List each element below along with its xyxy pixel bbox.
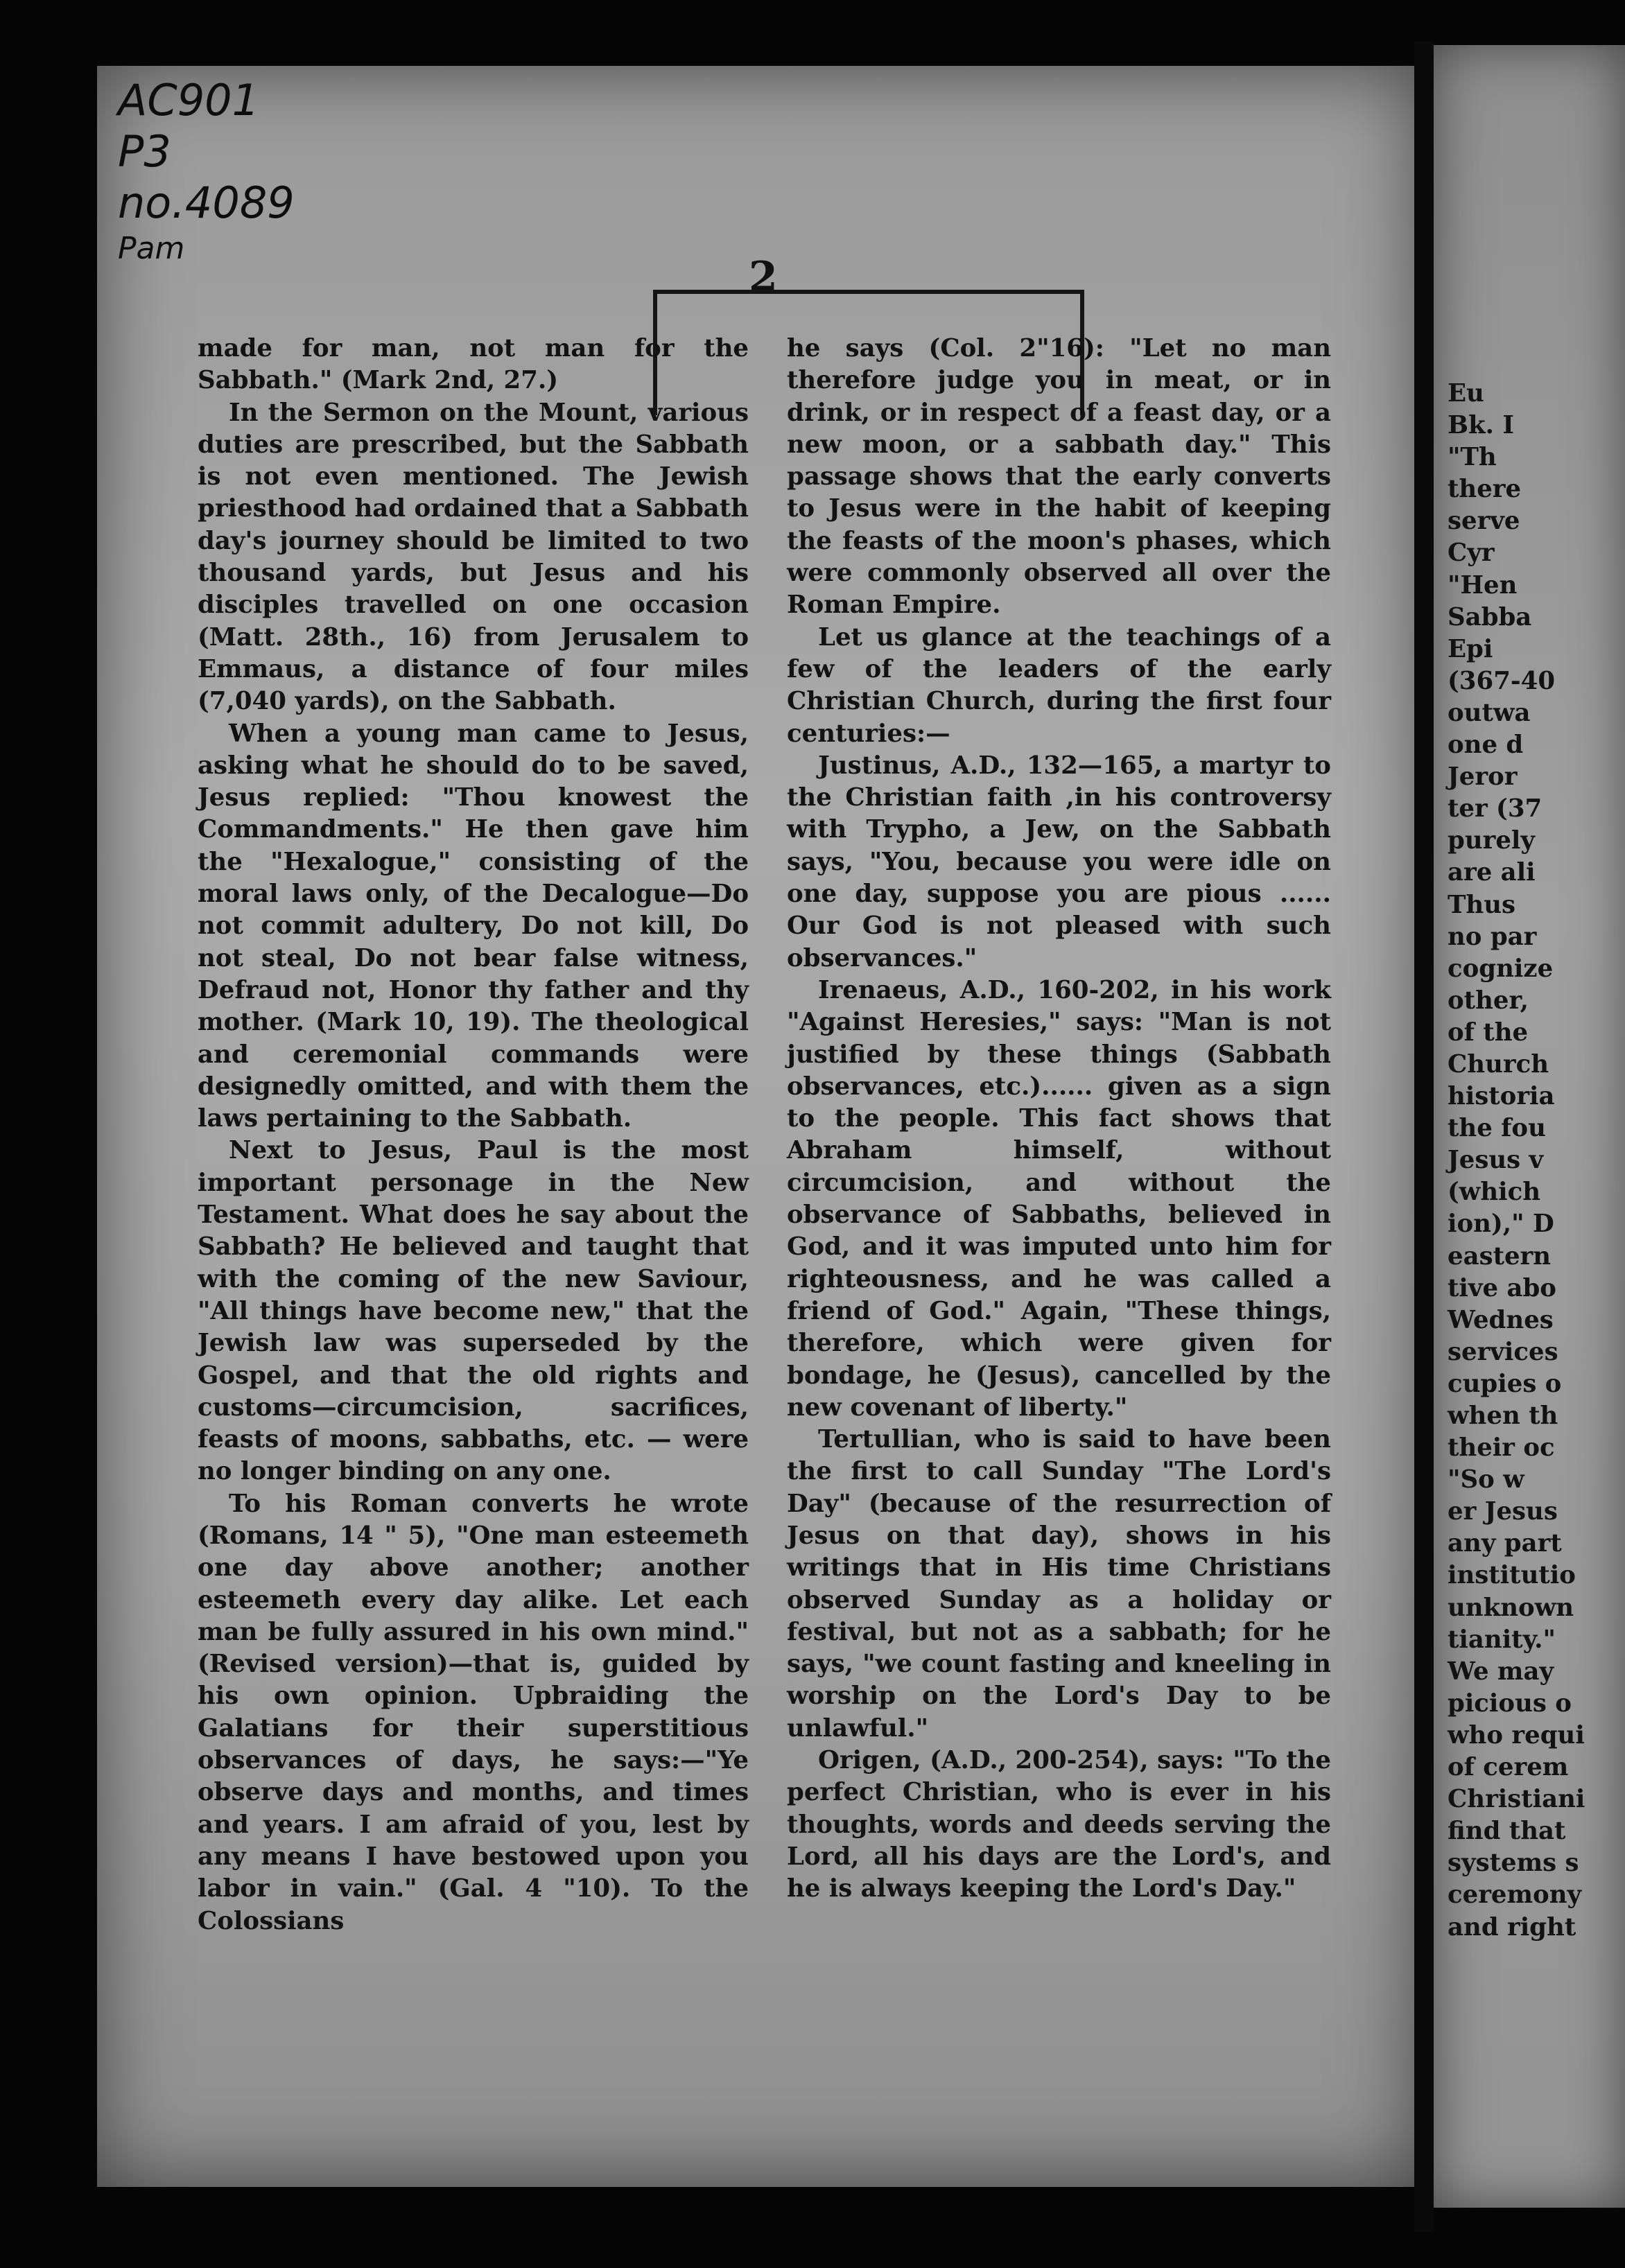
right-column-line: (367-40 — [1448, 666, 1556, 695]
right-column-line: unknown — [1448, 1593, 1574, 1622]
right-column-line: there — [1448, 475, 1522, 504]
right-column-line: tive abo — [1448, 1273, 1556, 1302]
right-column-line: We may — [1448, 1657, 1554, 1686]
paragraph: Irenaeus, A.D., 160-202, in his work "Against Heresies," says: "Man is not justified by these things (Sabbath observances, etc.)...... given as a sign to the people. This fact shows that Abraham himself, without circumcision, and without the observance of Sabbaths, believed in God, and it was imputed unto him for righteousness, and he was called a friend of God." Again, "These things, therefore, which were given for bondage, he (Jesus), cancelled by the new covenant of liberty." — [787, 975, 1331, 1422]
right-column-line: services — [1448, 1337, 1558, 1366]
right-column-line: Thus — [1448, 890, 1516, 919]
right-column-line: "Hen — [1448, 570, 1518, 600]
paragraph: Let us glance at the teachings of a few of the leaders of the early Christian Church, during the first four centuries:— — [787, 622, 1331, 748]
right-column-line: when th — [1448, 1402, 1558, 1430]
right-column-line: Sabba — [1448, 602, 1532, 631]
right-column-line: ter (37 — [1448, 794, 1543, 823]
page-gutter — [1414, 42, 1434, 2232]
paragraph: Justinus, A.D., 132—165, a martyr to the Christian faith ,in his controversy with Trypho, a Jew, on the Sabbath says, "You, because you were idle on one day, suppose you are pious ...... Our God is not pleased with such observances." — [787, 751, 1331, 972]
right-column-line: cupies o — [1448, 1369, 1562, 1398]
paragraph: In the Sermon on the Mount, various duties are prescribed, but the Sabbath is not even mentioned. The Jewish priesthood had ordained that a Sabbath day's journey should be limited to two thousand yards, but Jesus and his disciples travelled on one occasion (Matt. 28th., 16) from Jerusalem to Emmaus, a distance of four miles (7,040 yards), on the Sabbath. — [198, 398, 749, 716]
paragraph: To his Roman converts he wrote (Romans, 14 " 5), "One man esteemeth one day above another; another esteemeth every day alike. Let each man be fully assured in his own mind." (Revised version)—that is, guided by his own opinion. Upbraiding the Galatians for their superstitious observances of days, he says:—"Ye observe days and months, and times and years. I am afraid of you, lest by any means I have bestowed upon you labor in vain." (Gal. 4 "10). To the Colossians — [198, 1489, 749, 1935]
right-column-line: tianity." — [1448, 1625, 1556, 1654]
right-column-line: historia — [1448, 1082, 1555, 1111]
right-column-line: and right — [1448, 1912, 1576, 1942]
right-column-line: Epi — [1448, 634, 1493, 663]
paragraph: Origen, (A.D., 200-254), says: "To the perfect Christian, who is ever in his thoughts, words and deeds serving the Lord, all his days are the Lord's, and he is always keeping the Lord's Day." — [787, 1746, 1331, 1903]
text-column-right-cropped — [1448, 378, 1625, 1944]
right-column-line: ion)," D — [1448, 1210, 1554, 1239]
handwriting-line: P3 — [118, 126, 171, 177]
right-column-line: of cerem — [1448, 1753, 1569, 1782]
right-column-line: other, — [1448, 986, 1529, 1015]
right-column-line: outwa — [1448, 698, 1531, 727]
right-column-line: cognize — [1448, 954, 1554, 983]
right-column-line: Church — [1448, 1049, 1549, 1079]
right-column-line: ceremony — [1448, 1881, 1582, 1910]
right-column-line: systems s — [1448, 1849, 1579, 1878]
right-column-line: who requi — [1448, 1720, 1585, 1750]
right-column-line: (which — [1448, 1178, 1541, 1207]
right-column-line: er Jesus — [1448, 1497, 1558, 1526]
right-column-line: no par — [1448, 922, 1537, 951]
right-column-line: picious o — [1448, 1689, 1572, 1718]
right-column-line: find that — [1448, 1817, 1566, 1846]
paragraph: When a young man came to Jesus, asking what he should do to be saved, Jesus replied: "Thou knowest the Commandments." He then gave him the "Hexalogue," consisting of the moral laws only, of the Decalogue—Do not commit adultery, Do not kill, Do not steal, Do not bear false witness, Defraud not, Honor thy father and thy mother. (Mark 10, 19). The theological and ceremonial commands were designedly omitted, and with them the laws pertaining to the Sabbath. — [198, 719, 749, 1133]
right-column-line: Bk. I — [1448, 411, 1514, 440]
right-column-line: serve — [1448, 507, 1520, 536]
right-column-line: purely — [1448, 826, 1536, 855]
page-number: 2 — [749, 253, 778, 302]
right-column-line: eastern — [1448, 1241, 1552, 1271]
handwriting-line: AC901 — [118, 75, 260, 125]
paragraph: he says (Col. 2"16): "Let no man therefore judge you in meat, or in drink, or in respect of a feast day, or a new moon, or a sabbath day." This passage shows that the early converts to Jesus were in the habit of keeping the feasts of the moon's phases, which were commonly observed all over the Roman Empire. — [787, 334, 1331, 620]
right-column-line: Eu — [1448, 379, 1484, 408]
right-column-line: institutio — [1448, 1561, 1576, 1590]
handwriting-line: no.4089 — [118, 177, 295, 228]
text-column-middle — [787, 333, 1331, 1905]
right-column-line: of the — [1448, 1018, 1529, 1047]
paragraph: Tertullian, who is said to have been the first to call Sunday "The Lord's Day" (because of the resurrection of Jesus on that day), shows in his writings that in His time Christians observed Sunday as a holiday or festival, but not as a sabbath; for he says, "we count fasting and kneeling in worship on the Lord's Day to be unlawful." — [787, 1425, 1331, 1743]
paragraph: made for man, not man for the Sabbath." (Mark 2nd, 27.) — [198, 334, 749, 395]
right-column-line: Jeror — [1448, 762, 1518, 792]
right-column-line: "So w — [1448, 1465, 1524, 1494]
right-column-line: "Th — [1448, 443, 1497, 472]
right-column-line: their oc — [1448, 1433, 1555, 1463]
right-column-line: Christiani — [1448, 1785, 1585, 1814]
right-column-line: are ali — [1448, 858, 1536, 887]
handwritten-call-number — [118, 75, 295, 269]
paragraph: Next to Jesus, Paul is the most important personage in the New Testament. What does he say about the Sabbath? He believed and taught that with the coming of the new Saviour, "All things have become new," that the Jewish law was superseded by the Gospel, and that the old rights and customs—circumcision, sacrifices, feasts of moons, sabbaths, etc. — were no longer binding on any one. — [198, 1136, 749, 1486]
right-column-line: one d — [1448, 731, 1524, 760]
right-column-line: any part — [1448, 1529, 1562, 1558]
right-column-line: Cyr — [1448, 539, 1495, 568]
right-column-line: Jesus v — [1448, 1146, 1544, 1175]
text-column-left — [198, 333, 749, 1937]
right-column-line: the fou — [1448, 1114, 1546, 1143]
handwriting-line: Pam — [118, 231, 185, 266]
right-column-line: Wednes — [1448, 1305, 1554, 1334]
